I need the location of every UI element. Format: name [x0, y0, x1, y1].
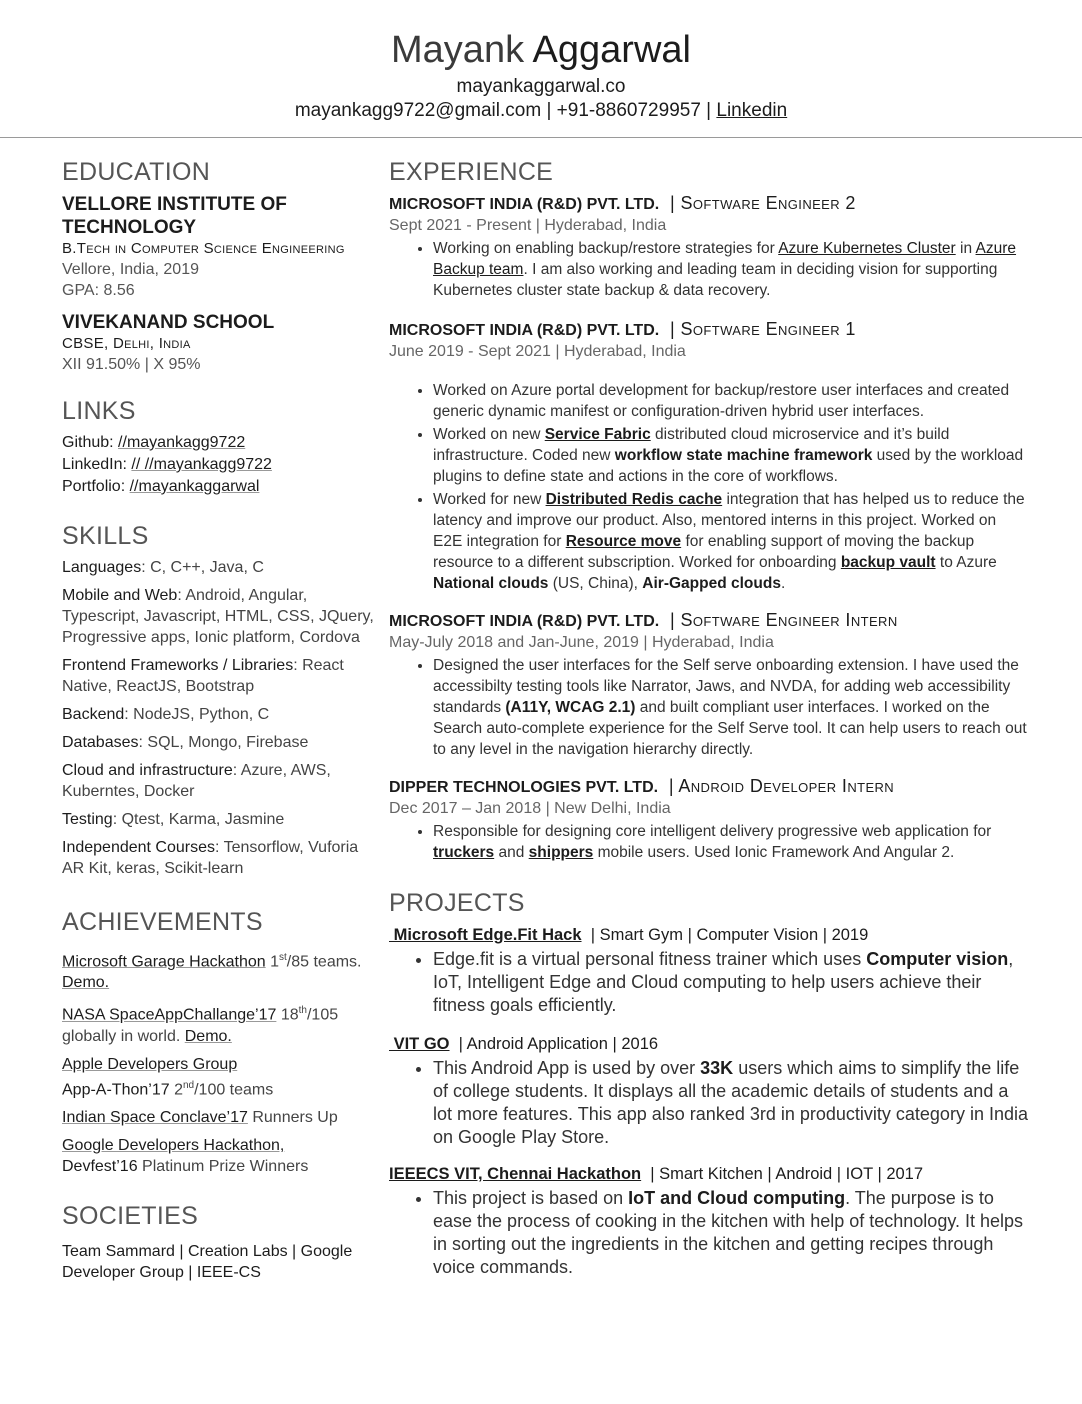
bullet-text: (US, China),: [548, 575, 643, 592]
bullet-text: Edge.fit is a virtual personal fitness trainer which uses: [433, 949, 867, 969]
keyword: Computer vision: [866, 949, 1009, 969]
skill-item: [62, 760, 374, 802]
achievement-item: [62, 1135, 374, 1177]
link-label: Github:: [62, 434, 114, 451]
project-entry: [389, 1163, 1029, 1279]
bullet-text: , IoT, Intelligent Edge and Cloud computing to help users achieve their fitness goals efficiently.: [433, 949, 1014, 1015]
achievement-title: Devfest’16: [62, 1157, 138, 1175]
link-portfolio: [62, 476, 374, 498]
project-header: [389, 1033, 1029, 1055]
skill-item: [62, 655, 374, 697]
resource-move-link[interactable]: Resource move: [565, 533, 682, 550]
achievement-title: App-A-Thon’17: [62, 1080, 170, 1098]
first-name: Mayank: [391, 29, 525, 71]
bullet-text: Worked for new: [433, 491, 546, 508]
achievement-rank: 18: [276, 1006, 299, 1024]
job-bullets: [389, 821, 1029, 863]
education-item: [62, 311, 374, 375]
link-github: [62, 432, 374, 454]
project-bullets: [389, 1057, 1029, 1149]
achievement-rank: 1: [265, 953, 279, 971]
keyword: (A11Y, WCAG 2.1): [505, 699, 636, 716]
achievements-title: ACHIEVEMENTS: [62, 908, 263, 936]
project-header: [389, 924, 1029, 946]
skill-label: Languages: [62, 559, 142, 576]
bullet-text: mobile users. Used Ionic Framework And Angular 2.: [593, 844, 955, 861]
contact-line: [0, 100, 1082, 122]
keyword: Air-Gapped clouds: [642, 575, 781, 592]
achievement-item: [62, 947, 374, 993]
left-column: [62, 158, 374, 1283]
skill-label: Backend: [62, 706, 125, 723]
bullet-text: . The purpose is to ease the process of cooking in the kitchen with help of technology. It helps in sorting out the ingredients in the kitchen and getting recipes through voice commands.: [433, 1188, 1024, 1277]
job-header: [389, 319, 1029, 341]
candidate-name: [0, 30, 1082, 70]
skill-item: [62, 585, 374, 648]
skill-value: : Qtest, Karma, Jasmine: [112, 811, 285, 828]
linkedin-profile-link[interactable]: // //mayankagg9722: [131, 456, 272, 473]
score: XII 91.50% | X 95%: [62, 356, 201, 373]
job-date: Dec 2017 – Jan 2018 | New Delhi, India: [389, 800, 671, 817]
achievement-title[interactable]: Microsoft Garage Hackathon: [62, 953, 266, 971]
job-date: May-July 2018 and Jan-June, 2019 | Hyderabad, India: [389, 634, 774, 651]
role: | Software Engineer 2: [659, 193, 856, 213]
achievement-title[interactable]: Google Developers Hackathon,: [62, 1136, 285, 1154]
list-item: • Worked on Azure portal development for backup/restore user interfaces and created generic dynamic manifest or configuration-driven hybrid user interfaces.: [433, 380, 1029, 422]
company: MICROSOFT INDIA (R&D) PVT. LTD.: [389, 322, 660, 339]
link-label: Portfolio:: [62, 478, 126, 495]
achievement-item: [62, 1000, 374, 1046]
list-item: [433, 1187, 1029, 1279]
project-meta: | Smart Kitchen | Android | IOT | 2017: [641, 1165, 924, 1183]
project-name-link[interactable]: VIT GO: [389, 1035, 450, 1053]
list-item: [433, 424, 1029, 487]
skill-value: : React Native, ReactJS, Bootstrap: [62, 657, 344, 695]
bullet-text: . I am also working and leading team in deciding vision for supporting Kubernetes cluster state backup & data recovery.: [433, 261, 998, 299]
skill-label: Cloud and infrastructure: [62, 762, 233, 779]
company: DIPPER TECHNOLOGIES PVT. LTD.: [389, 779, 659, 796]
role: | Software Engineer Intern: [659, 610, 898, 630]
bullet-text: for enabling support of moving the backup resource to a different subscription. Worked for onboarding: [433, 533, 975, 571]
skill-label: Independent Courses: [62, 839, 215, 856]
project-header: [389, 1163, 1029, 1185]
projects-title: PROJECTS: [389, 889, 525, 917]
bullet-text: Working on enabling backup/restore strategies for: [433, 240, 779, 257]
job-bullets: [389, 655, 1029, 760]
linkedin-link[interactable]: Linkedin: [716, 100, 788, 121]
job-bullets: [389, 238, 1029, 301]
project-meta: | Android Application | 2016: [449, 1035, 659, 1053]
bullet-text: This project is based on: [433, 1188, 629, 1208]
keyword: workflow state machine framework: [614, 447, 873, 464]
rank-suffix: nd: [182, 1079, 195, 1091]
list-item: [433, 821, 1029, 863]
achievement-title[interactable]: NASA SpaceAppChallange’17: [62, 1006, 277, 1024]
list-item: [433, 1057, 1029, 1149]
project-entry: [389, 924, 1029, 1017]
skill-item: [62, 837, 374, 879]
list-item: [433, 948, 1029, 1017]
project-meta: | Smart Gym | Computer Vision | 2019: [581, 926, 869, 944]
achievement-detail: /100 teams: [194, 1080, 274, 1098]
institution: VIVEKANAND SCHOOL: [62, 312, 275, 333]
keyword: 33K: [700, 1058, 734, 1078]
skill-item: [62, 557, 374, 578]
bullet-text: Responsible for designing core intelligent delivery progressive web application for: [433, 823, 992, 840]
achievement-item: [62, 1107, 374, 1128]
bullet-text: users which aims to simplify the life of college students. It displays all the academic details of students and a lot more features. This app also ranked 3rd in productivity category in India on Google Play Store.: [433, 1058, 1028, 1147]
skill-label: Testing: [62, 811, 113, 828]
link-label: LinkedIn:: [62, 456, 127, 473]
degree: B.Tech in Computer Science Engineering: [62, 240, 345, 257]
job-entry: [389, 319, 1029, 594]
institution: VELLORE INSTITUTE OF TECHNOLOGY: [62, 194, 287, 238]
achievement-title[interactable]: Indian Space Conclave’17: [62, 1108, 248, 1126]
website-link[interactable]: mayankaggarwal.co: [456, 76, 626, 97]
experience-title: EXPERIENCE: [389, 158, 554, 186]
list-item: [433, 238, 1029, 301]
company: MICROSOFT INDIA (R&D) PVT. LTD.: [389, 613, 660, 630]
job-bullets: [389, 380, 1029, 594]
achievement-detail: Runners Up: [247, 1108, 338, 1126]
contact-info: mayankagg9722@gmail.com | +91-8860729957 |: [294, 100, 717, 121]
last-name: Aggarwal: [532, 29, 691, 71]
demo-link[interactable]: Demo.: [62, 974, 110, 992]
keyword: National clouds: [433, 575, 549, 592]
bullet-text: integration that has helped us to reduce the latency and improve our product. Also, mentored interns in this project. Worked on E2E integration for: [433, 491, 1025, 550]
skill-item: [62, 732, 374, 753]
job-header: [389, 776, 1029, 798]
job-header: [389, 610, 1029, 632]
bullet-text: used by the workload plugins to define state and actions in the core of workflows.: [433, 447, 1024, 485]
bullet-text: in: [955, 240, 976, 257]
azure-kubernetes-link[interactable]: Azure Kubernetes Cluster: [778, 240, 956, 257]
skill-value: : Azure, AWS, Kuberntes, Docker: [62, 762, 331, 800]
achievement-detail: Platinum Prize Winners: [137, 1157, 309, 1175]
bullet-text: distributed cloud microservice and it’s build infrastructure. Coded new: [433, 426, 950, 464]
rank-suffix: th: [298, 1005, 307, 1017]
redis-cache-link[interactable]: Distributed Redis cache: [545, 491, 723, 508]
societies-list: Team Sammard | Creation Labs | Google Developer Group | IEEE-CS: [62, 1242, 353, 1281]
project-name-link[interactable]: Microsoft Edge.Fit Hack: [389, 926, 582, 944]
list-item: [433, 489, 1029, 594]
link-linkedin: [62, 454, 374, 476]
skill-value: : NodeJS, Python, C: [124, 706, 270, 723]
skill-label: Databases: [62, 734, 139, 751]
skill-value: : C, C++, Java, C: [141, 559, 264, 576]
education-item: [62, 193, 374, 301]
achievement-rank: 2: [169, 1080, 183, 1098]
skill-label: Mobile and Web: [62, 587, 178, 604]
skill-label: Frontend Frameworks / Libraries: [62, 657, 294, 674]
job-entry: [389, 776, 1029, 863]
achievement-detail: /105 globally in world.: [62, 1006, 339, 1045]
degree: CBSE, Delhi, India: [62, 335, 191, 352]
bullet-text: and: [494, 844, 529, 861]
right-column: [389, 158, 1029, 1281]
skill-value: : SQL, Mongo, Firebase: [138, 734, 309, 751]
skill-item: [62, 704, 374, 725]
bullet-text: and built compliant user interfaces. I worked on the Search auto-complete experience for the Self Serve tool. It can help users to reach out to any level in the navigation hierarchy directly.: [433, 699, 1027, 758]
score: GPA: 8.56: [62, 282, 135, 299]
github-link[interactable]: //mayankagg9722: [118, 434, 246, 451]
rank-suffix: st: [279, 952, 287, 963]
demo-link[interactable]: Demo.: [184, 1027, 232, 1045]
achievement-title[interactable]: Apple Developers Group: [62, 1055, 238, 1073]
header-divider: [0, 137, 1082, 138]
skill-value: : Tensorflow, Vuforia AR Kit, keras, Scikit-learn: [62, 839, 359, 877]
skills-title: SKILLS: [62, 522, 149, 550]
achievement-item: [62, 1054, 374, 1100]
bullet-text: Designed the user interfaces for the Self serve onboarding extension. I have used the accessibilty testing tools like Narrator, Jaws, and NVDA, for adding web accessibility standards: [433, 657, 1019, 716]
job-date: Sept 2021 - Present | Hyderabad, India: [389, 217, 667, 234]
company: MICROSOFT INDIA (R&D) PVT. LTD.: [389, 196, 660, 213]
project-name-link[interactable]: IEEECS VIT, Chennai Hackathon: [389, 1165, 642, 1183]
list-item: [433, 655, 1029, 760]
links-title: LINKS: [62, 397, 136, 425]
job-header: [389, 193, 1029, 215]
bullet-text: Worked on new: [433, 426, 545, 443]
role: | Android Developer Intern: [658, 776, 895, 796]
resume-header: [0, 0, 1082, 122]
project-bullets: [389, 948, 1029, 1017]
keyword: IoT and Cloud computing: [628, 1188, 846, 1208]
portfolio-link[interactable]: //mayankaggarwal: [129, 478, 260, 495]
education-title: EDUCATION: [62, 158, 211, 186]
societies-title: SOCIETIES: [62, 1201, 199, 1230]
job-date: June 2019 - Sept 2021 | Hyderabad, India: [389, 343, 686, 360]
bullet-text: to Azure: [935, 554, 997, 571]
job-entry: [389, 193, 1029, 301]
service-fabric-link[interactable]: Service Fabric: [544, 426, 651, 443]
project-entry: [389, 1033, 1029, 1149]
achievement-detail: /85 teams.: [286, 953, 362, 971]
role: | Software Engineer 1: [659, 319, 856, 339]
bullet-text: .: [780, 575, 786, 592]
job-entry: [389, 610, 1029, 760]
backup-vault-link[interactable]: backup vault: [840, 554, 936, 571]
project-bullets: [389, 1187, 1029, 1279]
skill-item: [62, 809, 374, 830]
truckers-link[interactable]: truckers: [433, 844, 495, 861]
azure-backup-link[interactable]: Azure Backup team: [433, 240, 1017, 278]
location: Vellore, India, 2019: [62, 261, 199, 278]
bullet-text: This Android App is used by over: [433, 1058, 701, 1078]
shippers-link[interactable]: shippers: [528, 844, 594, 861]
skill-value: : Android, Angular, Typescript, Javascript, HTML, CSS, JQuery, Progressive apps, Ionic platform, Cordova: [62, 587, 374, 646]
